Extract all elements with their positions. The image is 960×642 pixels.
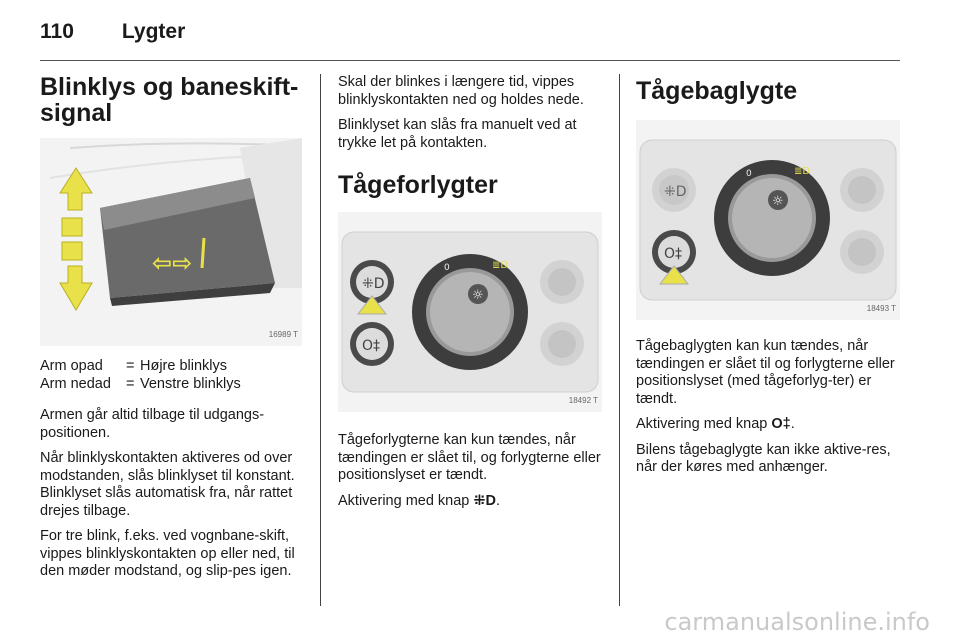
column-3 [636, 74, 902, 485]
page-header [40, 20, 185, 44]
page-number: 110 [40, 20, 74, 43]
section-title-front-fog: Tågeforlygter [338, 171, 498, 199]
definition-desc: Højre blinklys [140, 358, 228, 374]
front-fog-switch-illustration [338, 212, 602, 412]
activation-text: Aktivering med knap [338, 492, 470, 509]
figure-number: 18493 T [866, 303, 896, 313]
activation-text: Aktivering med knap [636, 416, 768, 432]
svg-text:⁜D: ⁜D [362, 276, 385, 292]
figure-number: 16989 T [268, 329, 298, 339]
definition-desc: Venstre blinklys [140, 375, 241, 392]
front-fog-icon: ⁜D [473, 492, 497, 509]
svg-text:☼: ☼ [772, 194, 784, 209]
svg-text:☼: ☼ [472, 288, 484, 303]
column-divider [320, 74, 321, 606]
definition-sep: = [126, 375, 135, 392]
chapter-title: Lygter [121, 20, 186, 43]
rear-fog-icon: O‡ [771, 416, 791, 432]
svg-text:≣D: ≣D [492, 260, 509, 271]
turn-signal-illustration [40, 138, 302, 346]
svg-text:O‡: O‡ [362, 338, 381, 354]
column-divider [619, 74, 620, 606]
paragraph: For tre blink, f.eks. ved vognbane-skift, vippes blinklyskontakten op eller ned, til den møder modstand, og slip-pes igen. [40, 528, 295, 579]
rear-fog-switch-illustration [636, 120, 900, 320]
definition-table [40, 358, 241, 393]
column-2 [338, 74, 602, 518]
header-rule [40, 60, 900, 61]
section-title-turn-signal: Blinklys og baneskift- signal [40, 73, 299, 127]
watermark: carmanualsonline.info [664, 608, 930, 636]
svg-text:0: 0 [444, 263, 450, 273]
svg-text:⁜D: ⁜D [664, 184, 687, 200]
activation-end: . [790, 416, 795, 432]
paragraph: Tågebaglygten kan kun tændes, når tændingen er slået til og forlygterne eller positionslyset (med tågeforlyg-ter) er tændt. [636, 338, 895, 407]
activation-line [338, 493, 602, 511]
paragraph: Bilens tågebaglygte kan ikke aktive-res, når der køres med anhænger. [636, 441, 891, 475]
paragraph: Når blinklyskontakten aktiveres od over modstanden, slås blinklyset til konstant. Blinklyset slås automatisk fra, når rattet drejes tilbage. [40, 450, 295, 519]
svg-text:0: 0 [746, 169, 752, 179]
svg-text:⇦⇨: ⇦⇨ [152, 249, 193, 277]
activation-end: . [496, 492, 501, 509]
activation-line [636, 416, 902, 434]
definition-term: Arm nedad [40, 375, 111, 392]
definition-row [40, 376, 241, 394]
paragraph: Blinklyset kan slås fra manuelt ved at trykke let på kontakten. [338, 117, 577, 151]
rear-fog-figure [636, 120, 900, 320]
column-1 [40, 74, 302, 589]
figure-number: 18492 T [568, 395, 598, 405]
svg-text:≣D: ≣D [794, 166, 811, 177]
definition-sep: = [126, 358, 135, 374]
paragraph: Skal der blinkes i længere tid, vippes blinklyskontakten ned og holdes nede. [338, 74, 584, 108]
paragraph: Armen går altid tilbage til udgangs-positionen. [40, 407, 265, 441]
turn-signal-figure [40, 138, 302, 346]
definition-row [40, 358, 241, 376]
paragraph: Tågeforlygterne kan kun tændes, når tændingen er slået til, og forlygterne eller positionslyset er tændt. [338, 432, 601, 483]
front-fog-figure [338, 212, 602, 412]
section-title-rear-fog: Tågebaglygte [636, 77, 798, 105]
svg-text:O‡: O‡ [664, 246, 683, 262]
definition-term: Arm opad [40, 358, 103, 374]
